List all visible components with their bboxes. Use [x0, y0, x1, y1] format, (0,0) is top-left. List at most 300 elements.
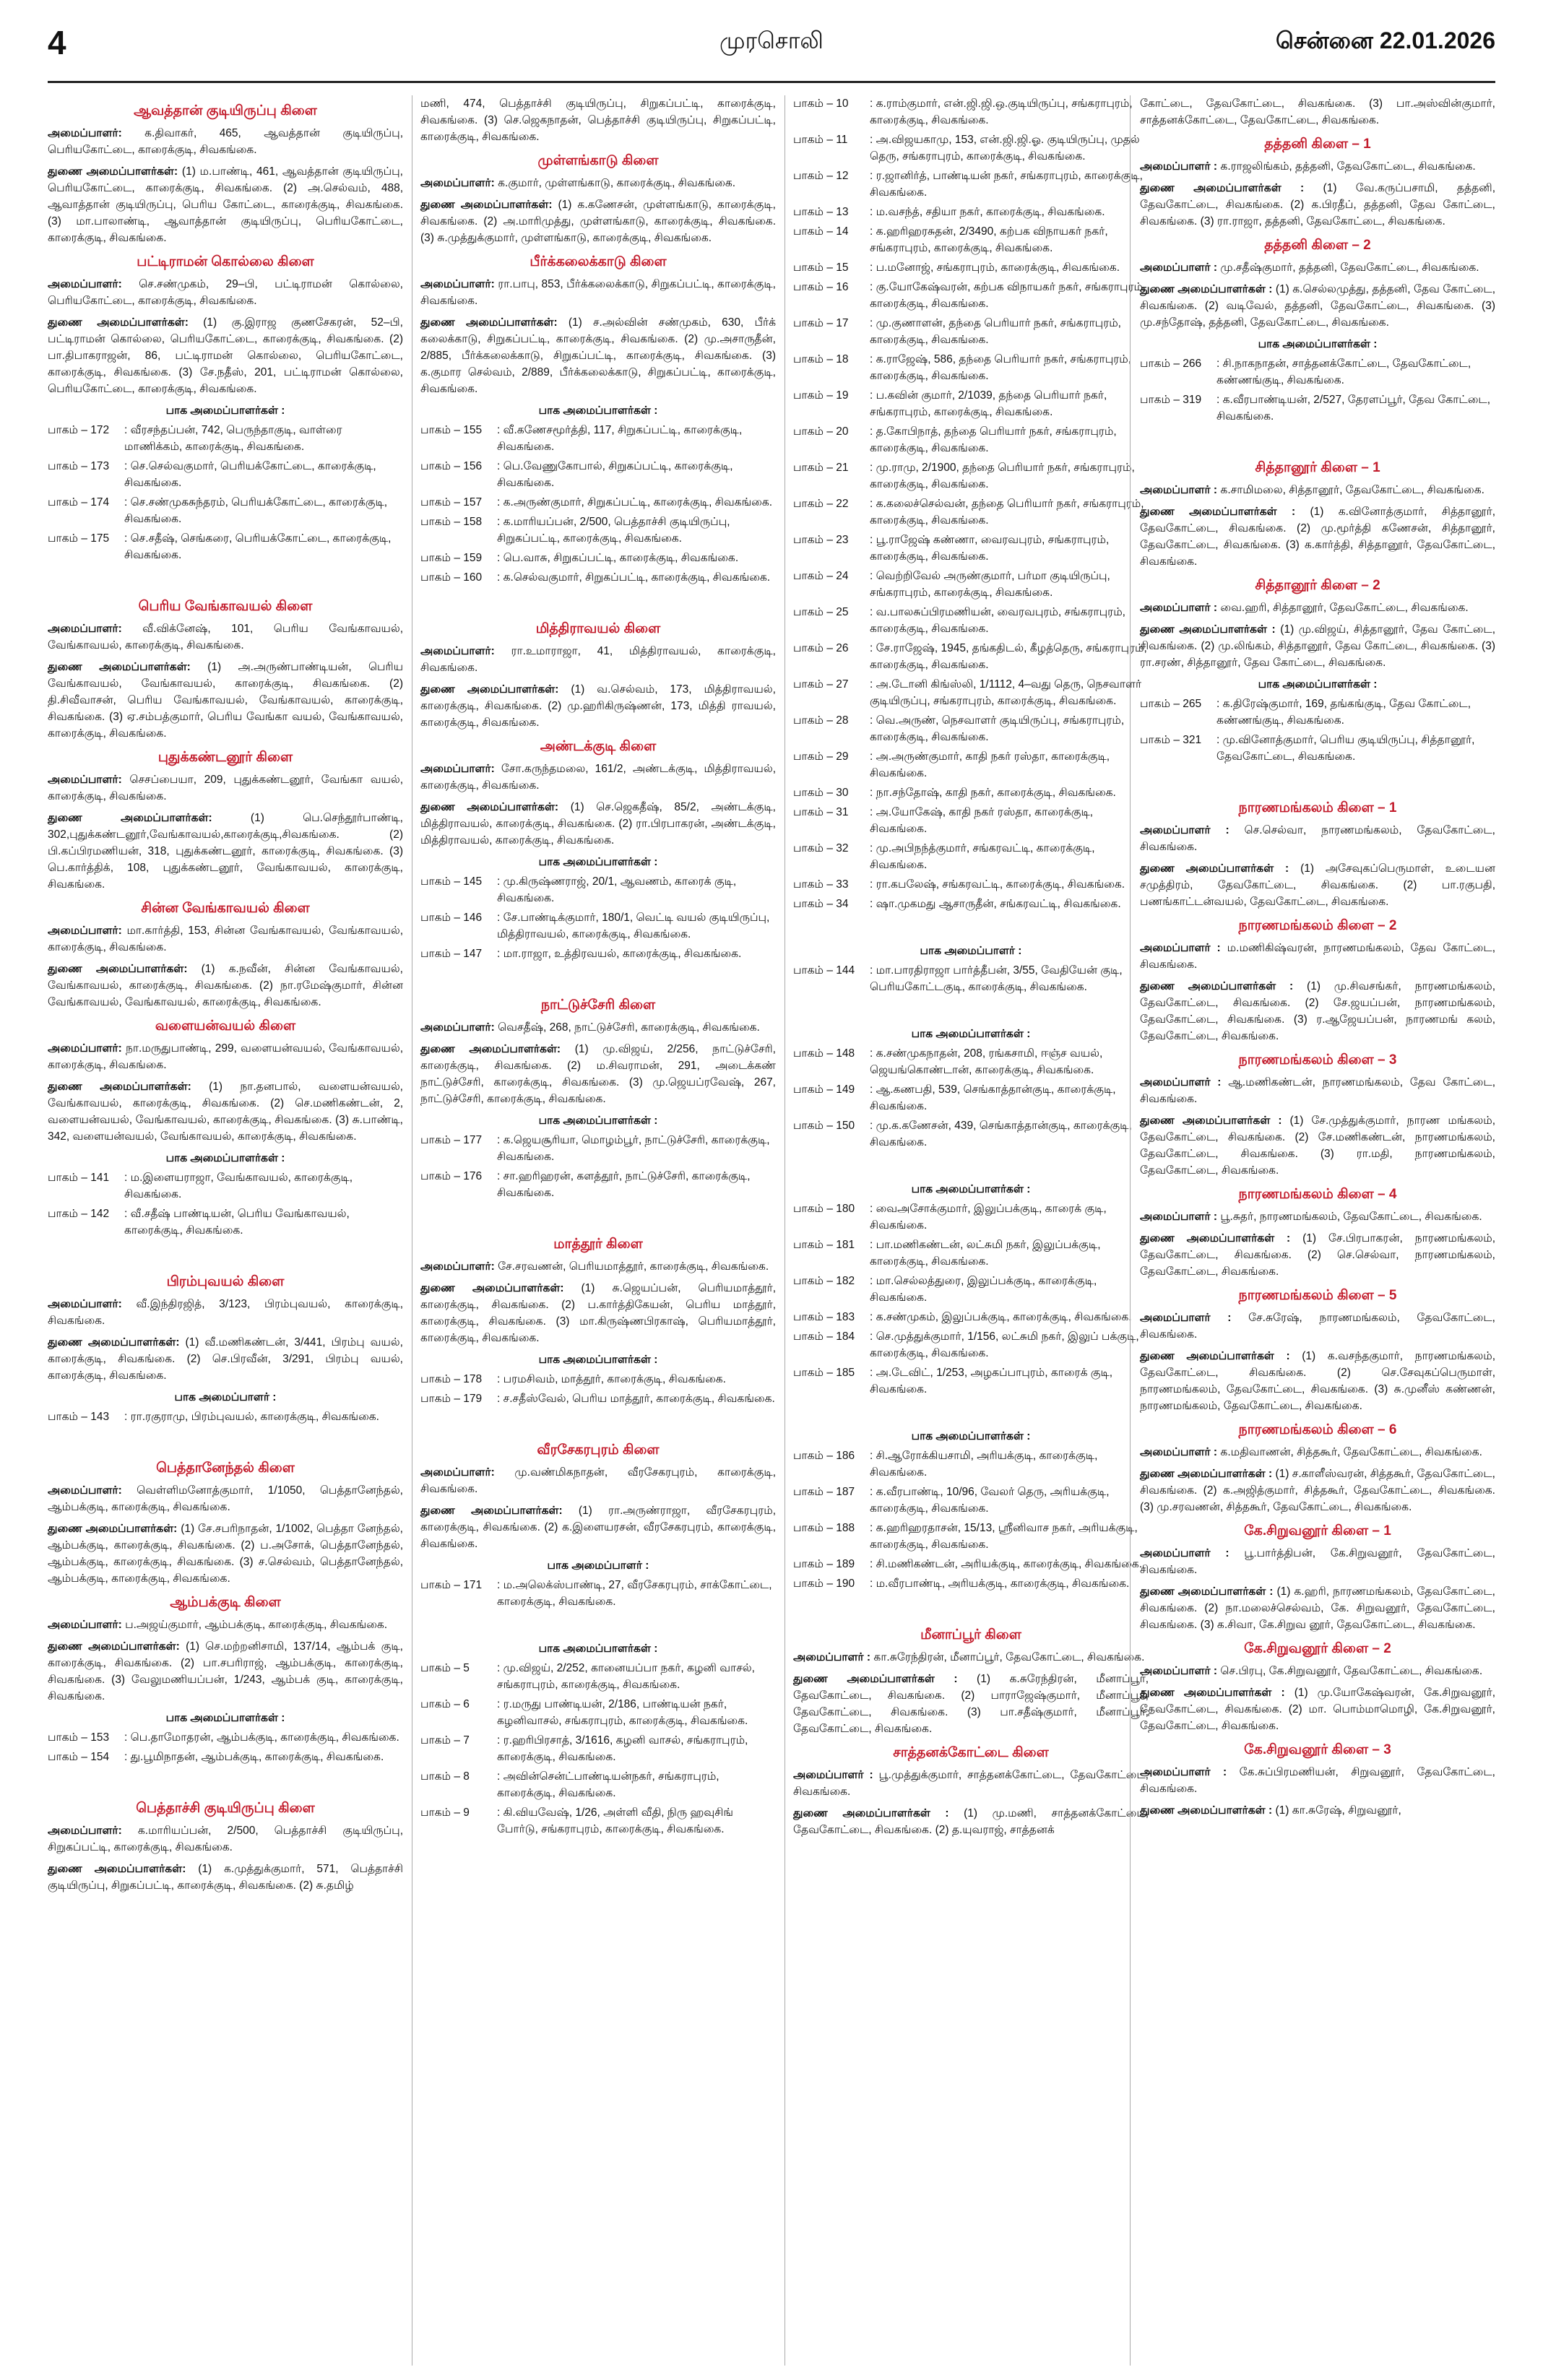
booth-number: பாகம் – 141: [48, 1172, 110, 1184]
member-entry: [1140, 1208, 1495, 1225]
booth-number: பாகம் – 177: [420, 1134, 483, 1146]
member-entry: [48, 1040, 403, 1073]
entry-text: ரா.பாபு, 853, பீர்க்கலைக்காடு, சிறுகப்பட்டி, காரைக்குடி, சிவகங்கை.: [420, 278, 776, 307]
booth-row: [420, 873, 776, 906]
booth-number: பாகம் – 18: [793, 353, 849, 365]
role-label: அமைப்பாளர் :: [1140, 1076, 1222, 1089]
role-label: துணை அமைப்பாளர்கள்:: [420, 199, 553, 211]
booth-member: : ஷா.முகமது ஆசாருதீன், சங்கரவட்டி, சிவகங்கை.: [870, 898, 1121, 910]
booth-row: [420, 514, 776, 547]
entry-text: (1) வே.கருப்பசாமி, தத்தனி, தேவகோட்டை, சிவகங்கை. (2) க.பிரதீப், தத்தனி, தேவ கோட்டை, சிவகங்கை. (3) ரா.ராஜா, தத்தனி, தேவகோட்டை, சிவகங்கை.: [1140, 182, 1496, 228]
booth-number: பாகம் – 14: [793, 225, 849, 238]
member-entry: [1140, 1583, 1495, 1633]
booth-number: பாகம் – 174: [48, 496, 110, 509]
branch-heading: பெரிய வேங்காவயல் கிளை: [138, 599, 313, 614]
spacer: [420, 1204, 776, 1229]
entry-text: (1) செ.ஜெகதீஷ், 85/2, அண்டக்குடி, மித்திராவயல், காரைக்குடி, சிவகங்கை. (2) ரா.பிரபாகரன், அண்டக்குடி, மித்திராவயல், காரைக்குடி, சிவகங்கை.: [420, 801, 776, 847]
subheading: பாக அமைப்பாளர் :: [174, 1391, 277, 1403]
spacer: [48, 1428, 403, 1453]
subheading: பாக அமைப்பாளர்கள் :: [538, 404, 658, 417]
member-entry: [1140, 1230, 1495, 1280]
member-entry: [1140, 1310, 1495, 1343]
branch-heading: பெத்தாச்சி குடியிருப்பு கிளை: [136, 1801, 315, 1816]
booth-member: : ரா.கபலேஷ், சங்கரவட்டி, காரைக்குடி, சிவகங்கை.: [870, 878, 1125, 891]
booth-member: : அ.டேவிட், 1/253, அழகப்பாபுரம், காரைக் குடி, சிவகங்கை.: [870, 1367, 1113, 1395]
branch-heading: பட்டிராமன் கொல்லை கிளை: [137, 254, 314, 269]
booth-row: [48, 1169, 403, 1203]
role-label: அமைப்பாளர்:: [48, 1042, 122, 1055]
booth-number: பாகம் – 9: [420, 1806, 470, 1819]
booth-number: பாகம் – 153: [48, 1731, 110, 1744]
booth-row: [793, 532, 1149, 565]
role-label: அமைப்பாளர்:: [420, 278, 495, 290]
booth-number: பாகம் – 26: [793, 642, 849, 654]
entry-text: (1) கு.இராஜ குணசேகரன், 52–பி, பட்டிராமன் கொல்லை, பெரியகோட்டை, காரைக்குடி, சிவகங்கை. (2) பா.திபாகராஜன், 86, பட்டிராமன் கொல்லை, பெரியகோட்டை, காரைக்குடி, சிவகங்கை. (3) சே.நதீஸ், 201, பட்டிராமன் கொல்லை, பெரியகோட்டை, காரைக்குடி, சிவகங்கை.: [48, 316, 403, 395]
booth-row: [793, 1237, 1149, 1270]
header-rule: [48, 81, 1495, 83]
member-entry: [48, 163, 403, 246]
role-label: துணை அமைப்பாளர்கள்:: [48, 661, 191, 673]
branch-heading: ஆம்பக்குடி கிளை: [170, 1595, 281, 1610]
entry-text: க.சாமிமலை, சித்தானூர், தேவகோட்டை, சிவகங்கை.: [1220, 484, 1484, 496]
spacer: [793, 998, 1149, 1023]
member-entry: [793, 1767, 1149, 1800]
member-entry: [48, 620, 403, 654]
booth-row: [793, 459, 1149, 493]
booth-number: பாகம் – 34: [793, 898, 849, 910]
booth-row: [420, 1804, 776, 1838]
booth-member: : சி.நாகநாதன், சாத்தனக்கோட்டை, தேவகோட்டை, கண்ணங்குடி, சிவகங்கை.: [1216, 358, 1471, 386]
entry-text: (1) ச.அல்வின் சண்முகம், 630, பீர்க் கலைக்காடு, சிறுகப்பட்டி, காரைக்குடி, சிவகங்கை. (2) மு.அசாருதீன், 2/885, பீர்க்கலைக்காடு, சிறுகப்பட்டி, காரைக்குடி, சிவகங்கை. (3) க.குமார செல்வம், 2/889, பீர்க்கலைக்காடு, சிறுகப்பட்டி, காரைக்குடி, சிவகங்கை.: [420, 316, 776, 395]
role-label: துணை அமைப்பாளர்கள் :: [1140, 1232, 1291, 1245]
entry-text: வீ.விக்னேஷ், 101, பெரிய வேங்காவயல், வேங்காவயல், காரைக்குடி, சிவகங்கை.: [48, 623, 404, 652]
branch-heading: கே.சிறுவனூர் கிளை – 3: [1244, 1742, 1391, 1757]
booth-number: பாகம் – 178: [420, 1373, 483, 1385]
branch-heading: கே.சிறுவனூர் கிளை – 2: [1244, 1641, 1391, 1656]
entry-text: (1) மு.விஜய், சித்தானூர், தேவ கோட்டை, சிவகங்கை. (2) மு.லிங்கம், சித்தானூர், தேவ கோட்டை, சிவகங்கை. (3) ரா.சரண், சித்தானூர், தேவ கோட்டை, சிவகங்கை.: [1140, 623, 1496, 669]
role-label: அமைப்பாளர் :: [1140, 1766, 1227, 1778]
entry-text: (1) ரா.அருண்ராஜா, வீரசேகரபுரம், காரைக்குடி, சிவகங்கை. (2) க.இளையரசன், வீரசேகரபுரம், காரைக்குடி, சிவகங்கை.: [420, 1505, 776, 1550]
booth-number: பாகம் – 144: [793, 964, 855, 977]
branch-heading: அண்டக்குடி கிளை: [540, 739, 657, 754]
column-divider: [1130, 95, 1131, 2366]
branch-heading: நாட்டுச்சேரி கிளை: [540, 998, 656, 1013]
booth-member: : மு.வினோத்குமார், பெரிய குடியிருப்பு, சித்தானூர், தேவகோட்டை, சிவகங்கை.: [1216, 734, 1475, 763]
booth-row: [793, 604, 1149, 637]
booth-member: : மு.கிருஷ்ணராஜ், 20/1, ஆவணம், காரைக் குடி, சிவகங்கை.: [497, 875, 737, 904]
booth-member: : க.மாரியப்பன், 2/500, பெத்தாச்சி குடியிருப்பு, சிறுகப்பட்டி, காரைக்குடி, சிவகங்கை.: [497, 516, 730, 545]
member-entry: [1140, 860, 1495, 910]
booth-row: [793, 962, 1149, 995]
booth-number: பாகம் – 29: [793, 750, 849, 763]
branch-heading: நாரணமங்கலம் கிளை – 3: [1238, 1052, 1397, 1068]
spacer: [420, 589, 776, 613]
member-entry: [48, 125, 403, 158]
booth-number: பாகம் – 154: [48, 1751, 110, 1763]
booth-row: [48, 458, 403, 491]
booth-member: : செ.முத்துக்குமார், 1/156, லட்சுமி நகர், இலுப் பக்குடி, காரைக்குடி, சிவகங்கை.: [870, 1330, 1139, 1359]
booth-member: : ர.மருது பாண்டியன், 2/186, பாண்டியன் நகர், கழனிவாசல், சங்கராபுரம், காரைக்குடி, சிவகங்கை.: [497, 1698, 748, 1727]
entry-text: (1) வீ.மணிகண்டன், 3/441, பிரம்பு வயல், காரைக்குடி, சிவகங்கை. (2) செ.பிரவீன், 3/291, பிரம்பு வயல், காரைக்குடி, சிவகங்கை.: [48, 1336, 403, 1382]
booth-number: பாகம் – 190: [793, 1578, 855, 1590]
member-entry: [793, 1649, 1149, 1666]
member-entry: [1140, 940, 1495, 973]
role-label: துணை அமைப்பாளர்கள்:: [48, 1640, 180, 1653]
booth-member: : க.வீரபாண்டி, 10/96, வேலர் தெரு, அரியக்குடி, காரைக்குடி, சிவகங்கை.: [870, 1486, 1110, 1515]
member-entry: [1140, 1684, 1495, 1734]
booth-row: [48, 1206, 403, 1239]
booth-number: பாகம் – 186: [793, 1450, 855, 1462]
booth-row: [793, 1556, 1149, 1572]
booth-row: [793, 748, 1149, 782]
booth-row: [1140, 391, 1495, 425]
branch-heading: நாரணமங்கலம் கிளை – 5: [1238, 1288, 1397, 1303]
member-entry: [48, 961, 403, 1011]
booth-number: பாகம் – 265: [1140, 698, 1202, 710]
booth-number: பாகம் – 13: [793, 206, 849, 218]
booth-number: பாகம் – 160: [420, 571, 483, 584]
booth-member: : வீ.சதீஷ் பாண்டியன், பெரிய வேங்காவயல், காரைக்குடி, சிவகங்கை.: [124, 1208, 350, 1237]
booth-row: [420, 1371, 776, 1388]
member-entry: [420, 1502, 776, 1552]
booth-row: [793, 204, 1149, 220]
member-entry: [420, 95, 776, 145]
booth-member: : து.பூமிநாதன், ஆம்பக்குடி, காரைக்குடி, சிவகங்கை.: [124, 1751, 384, 1763]
booth-member: : சா.ஹரிஹரன், களத்தூர், நாட்டுச்சேரி, காரைக்குடி, சிவகங்கை.: [497, 1170, 751, 1199]
entry-text: (1) மு.யோகேஷ்வரன், கே.சிறுவனூர், தேவகோட்டை, சிவகங்கை. (2) மா. பொம்மாமொழி, கே.சிறுவனூர், தேவகோட்டை, சிவகங்கை.: [1140, 1687, 1496, 1732]
booth-number: பாகம் – 179: [420, 1393, 483, 1405]
booth-number: பாகம் – 171: [420, 1579, 483, 1591]
role-label: துணை அமைப்பாளர்கள் :: [1140, 623, 1276, 636]
subheading: பாக அமைப்பாளர்கள் :: [911, 1430, 1031, 1442]
booth-member: : ம.இளையராஜா, வேங்காவயல், காரைக்குடி, சிவகங்கை.: [124, 1172, 353, 1200]
entry-text: க.மதிவாணன், சித்தகூர், தேவகோட்டை, சிவகங்கை.: [1220, 1446, 1482, 1458]
entry-text: (1) க.வசந்தகுமார், நாரணமங்கலம், தேவகோட்டை, சிவகங்கை. (2) செ.சேவுகப்பெருமாள், நாரணமங்கலம், தேவகோட்டை, சிவகங்கை. (3) சு.முனீஸ் கண்ணன், நாரணமங்கலம், தேவகோட்டை, சிவகங்கை.: [1140, 1350, 1496, 1412]
role-label: அமைப்பாளர்:: [420, 763, 495, 775]
member-entry: [420, 1464, 776, 1497]
role-label: அமைப்பாளர் :: [793, 1769, 873, 1781]
subheading: பாக அமைப்பாளர் :: [547, 1559, 649, 1572]
subheading: பாக அமைப்பாளர்கள் :: [1258, 338, 1378, 350]
booth-number: பாகம் – 149: [793, 1083, 855, 1096]
subheading: பாக அமைப்பாளர்கள் :: [165, 404, 285, 417]
booth-row: [793, 351, 1149, 384]
role-label: அமைப்பாளர்:: [48, 623, 122, 635]
booth-member: : அவின்சென்ட்பாண்டியன்நகர், சங்கராபுரம், காரைக்குடி, சிவகங்கை.: [497, 1770, 719, 1799]
booth-number: பாகம் – 30: [793, 787, 849, 799]
booth-member: : மு.ராமு, 2/1900, தந்தை பெரியார் நகர், சங்கராபுரம், காரைக்குடி, சிவகங்கை.: [870, 462, 1135, 490]
booth-member: : செ.செல்வகுமார், பெரியக்கோட்டை, காரைக்குடி, சிவகங்கை.: [124, 460, 376, 489]
booth-row: [793, 676, 1149, 709]
spacer: [420, 965, 776, 990]
entry-text: செ.சண்முகம், 29–பி, பட்டிராமன் கொல்லை, பெரியகோட்டை, காரைக்குடி, சிவகங்கை.: [48, 278, 403, 307]
booth-number: பாகம் – 172: [48, 424, 110, 436]
member-entry: [1140, 1466, 1495, 1515]
booth-row: [793, 223, 1149, 256]
booth-member: : பரமசிவம், மாத்தூர், காரைக்குடி, சிவகங்கை.: [497, 1373, 726, 1385]
booth-row: [48, 1729, 403, 1746]
column-2: [420, 95, 776, 1840]
booth-row: [420, 1768, 776, 1801]
booth-row: [1140, 355, 1495, 389]
member-entry: [48, 276, 403, 309]
booth-row: [793, 840, 1149, 873]
entry-text: நா.மருதுபாண்டி, 299, வளையன்வயல், வேங்காவயல், காரைக்குடி, சிவகங்கை.: [48, 1042, 404, 1071]
booth-member: : க.கலைச்செல்வன், தந்தை பெரியார் நகர், சங்கராபுரம், காரைக்குடி, சிவகங்கை.: [870, 498, 1144, 527]
booth-number: பாகம் – 8: [420, 1770, 470, 1783]
booth-member: : அ.அருண்குமார், காதி நகர் ரஸ்தா, காரைக்குடி, சிவகங்கை.: [870, 750, 1110, 779]
branch-heading: பிரம்புவயல் கிளை: [166, 1274, 285, 1289]
entry-text: (1) சே.முத்துக்குமார், நாரண மங்கலம், தேவகோட்டை, சிவகங்கை. (2) சே.மணிகண்டன், நாரணமங்கலம், தேவகோட்டை, சிவகங்கை. (3) ரா.மதி, நாரணமங்கலம், தேவகோட்டை, சிவகங்கை.: [1140, 1115, 1496, 1177]
role-label: அமைப்பாளர் :: [1140, 824, 1229, 836]
booth-number: பாகம் – 21: [793, 462, 849, 474]
booth-row: [420, 422, 776, 455]
entry-text: வெள்ளிமனோத்குமார், 1/1050, பெத்தானேந்தல், ஆம்பக்குடி, காரைக்குடி, சிவகங்கை.: [48, 1484, 403, 1513]
booth-row: [48, 494, 403, 527]
booth-row: [793, 896, 1149, 912]
booth-number: பாகம் – 187: [793, 1486, 855, 1498]
booth-row: [793, 496, 1149, 529]
entry-text: பூ.பார்த்திபன், கே.சிறுவனூர், தேவகோட்டை, சிவகங்கை.: [1140, 1547, 1495, 1576]
role-label: அமைப்பாளர்:: [48, 1484, 122, 1497]
entry-text: (1) அசேவுகப்பெருமாள், உடையன சமுத்திரம், தேவகோட்டை, சிவகங்கை. (2) பா.ரகுபதி, பணங்காட்டன்வயல், தேவகோட்டை, சிவகங்கை.: [1140, 862, 1496, 908]
booth-row: [793, 712, 1149, 745]
booth-number: பாகம் – 12: [793, 170, 849, 182]
role-label: துணை அமைப்பாளர்கள்:: [48, 1523, 178, 1535]
entry-text: க.மாரியப்பன், 2/500, பெத்தாச்சி குடியிருப்பு, சிறுகப்பட்டி, காரைக்குடி, சிவகங்கை.: [48, 1825, 404, 1853]
entry-text: பூ.முத்துக்குமார், சாத்தனக்கோட்டை, தேவகோட்டை, சிவகங்கை.: [793, 1769, 1149, 1798]
booth-member: : வீ.கணேசமூர்த்தி, 117, சிறுகப்பட்டி, காரைக்குடி, சிவகங்கை.: [497, 424, 743, 453]
booth-row: [793, 1364, 1149, 1398]
subheading: பாக அமைப்பாளர்கள் :: [538, 856, 658, 868]
entry-text: (1) ம.பாண்டி, 461, ஆவத்தான் குடியிருப்பு, பெரியகோட்டை, காரைக்குடி, சிவகங்கை. (2) அ.செல்வம், 488, ஆவாத்தான் குடியிருப்பு, பெரிய கோட்டை, காரைக்குடி, சிவகங்கை. (3) மா.பாலாண்டி, ஆவாத்தான் குடியிருப்பு, பெரியகோட்டை, காரைக்குடி, சிவகங்கை.: [48, 165, 403, 244]
role-label: துணை அமைப்பாளர்கள்:: [48, 963, 188, 975]
booth-number: பாகம் – 145: [420, 875, 483, 888]
booth-member: : நா.சந்தோஷ், காதி நகர், காரைக்குடி, சிவகங்கை.: [870, 787, 1116, 799]
entry-text: (1) மு.விஜய், 2/256, நாட்டுச்சேரி, காரைக்குடி, சிவகங்கை. (2) ம.சிவராமன், 291, அடைக்கண் நாட்டுச்சேரி, காரைக்குடி, சிவகங்கை. (3) மு.ஜெயப்ரவேஷ், 267, நாட்டுச்சேரி, காரைக்குடி, சிவகங்கை.: [420, 1043, 776, 1105]
entry-text: கா.சுரேந்திரன், மீனாப்பூர், தேவகோட்டை, சிவகங்கை.: [873, 1651, 1145, 1663]
member-entry: [1140, 281, 1495, 331]
booth-member: : க.திரேஷ்குமார், 169, தங்கங்குடி, தேவ கோட்டை, கண்ணங்குடி, சிவகங்கை.: [1216, 698, 1471, 727]
booth-row: [793, 1448, 1149, 1481]
member-entry: [420, 681, 776, 731]
subheading: பாக அமைப்பாளர்கள் :: [538, 1354, 658, 1366]
booth-row: [420, 1660, 776, 1693]
branch-heading: வளையன்வயல் கிளை: [155, 1018, 296, 1034]
member-entry: [420, 276, 776, 309]
booth-number: பாகம் – 6: [420, 1698, 470, 1710]
entry-text: (1) அ.அருண்பாண்டியன், பெரிய வேங்காவயல், வேங்காவயல், காரைக்குடி, சிவகங்கை. (2) தி.சிவீவாசன், பெரிய வேங்காவயல், வேங்காவயல், காரைக்குடி, சிவகங்கை. (3) ஏ.சம்பத்குமார், பெரிய வேங்கா வயல், வேங்காவயல், காரைக்குடி, சிவகங்கை.: [48, 661, 403, 740]
entry-text: (1) சே.சபரிநாதன், 1/1002, பெத்தா னேந்தல், ஆம்பக்குடி, காரைக்குடி, சிவகங்கை. (2) ப.அசோக், பெத்தானேந்தல், ஆம்பக்குடி, காரைக்குடி, சிவகங்கை. (3) ச.செல்வம், பெத்தானேந்தல், ஆம்பக்குடி, காரைக்குடி, சிவகங்கை.: [48, 1523, 403, 1585]
role-label: அமைப்பாளர் :: [1140, 942, 1221, 954]
entry-text: (1) மு.மணி, சாத்தனக்கோட்டை, தேவகோட்டை, சிவகங்கை. (2) த.யுவராஜ், சாத்தனக்: [793, 1807, 1149, 1836]
entry-text: (1) க.கணேசன், முள்ளங்காடு, காரைக்குடி, சிவகங்கை. (2) அ.மாரிமுத்து, முள்ளங்காடு, காரைக்குடி, சிவகங்கை. (3) சு.முத்துக்குமார், முள்ளங்காடு, காரைக்குடி, சிவகங்கை.: [420, 199, 776, 244]
role-label: அமைப்பாளர் :: [1140, 1665, 1218, 1677]
branch-heading: மீனாப்பூர் கிளை: [920, 1627, 1021, 1643]
entry-text: செ.செல்வா, நாரணமங்கலம், தேவகோட்டை, சிவகங்கை.: [1140, 824, 1495, 853]
entry-text: (1) நா.தனபால், வளையன்வயல், வேங்காவயல், காரைக்குடி, சிவகங்கை. (2) செ.மணிகண்டன், 2, வளையன்வயல், வேங்காவயல், காரைக்குடி, சிவகங்கை. (3) சு.பாண்டி, 342, வளையன்வயல், வேங்காவயல், காரைக்குடி, சிவகங்கை.: [48, 1081, 403, 1143]
branch-heading: நாரணமங்கலம் கிளை – 1: [1238, 800, 1397, 815]
booth-member: : வெற்றிவேல் அருண்குமார், பர்மா குடியிருப்பு, சங்கராபுரம், காரைக்குடி, சிவகங்கை.: [870, 570, 1110, 599]
booth-number: பாகம் – 142: [48, 1208, 110, 1220]
member-entry: [1140, 621, 1495, 671]
spacer: [420, 1410, 776, 1435]
booth-row: [420, 1696, 776, 1729]
member-entry: [1140, 259, 1495, 276]
booth-row: [420, 1577, 776, 1610]
role-label: துணை அமைப்பாளர்கள் :: [1140, 1115, 1282, 1127]
member-entry: [1140, 1112, 1495, 1179]
booth-row: [793, 1575, 1149, 1592]
member-entry: [420, 761, 776, 794]
booth-number: பாகம் – 150: [793, 1120, 855, 1132]
entry-text: (1) க.சுரேந்திரன், மீனாப்பூர், தேவகோட்டை, சிவகங்கை. (2) பாராஜேஷ்குமார், மீனாப்பூர், தேவகோட்டை, சிவகங்கை. (3) பா.சதீஷ்குமார், மீனாப்பூர், தேவகோட்டை, சிவகங்கை.: [793, 1673, 1149, 1735]
booth-row: [420, 1732, 776, 1765]
subheading: பாக அமைப்பாளர்கள் :: [165, 1152, 285, 1164]
column-4: [1140, 95, 1495, 1824]
member-entry: [793, 1671, 1149, 1737]
booth-number: பாகம் – 185: [793, 1367, 855, 1379]
booth-number: பாகம் – 175: [48, 532, 110, 545]
entry-text: (1) பெ.செந்தூர்பாண்டி, 302,புதுக்கண்டனூர்,வேங்காவயல்,காரைக்குடி,சிவகங்கை. (2) பி.கப்பிரமணியன், 318, புதுக்கண்டனூர், காரைக்குடி, சிவகங்கை. (3) பெ.கார்த்திக், 108, புதுக்கண்டனூர், வேங்காவயல், காரைக்குடி, சிவகங்கை.: [48, 812, 403, 891]
role-label: துணை அமைப்பாளர்கள்:: [48, 812, 212, 824]
booth-member: : ப.மனோஜ், சங்கராபுரம், காரைக்குடி, சிவகங்கை.: [870, 261, 1120, 274]
member-entry: [1140, 1764, 1495, 1797]
role-label: துணை அமைப்பாளர்கள்:: [420, 1282, 564, 1294]
booth-row: [48, 1408, 403, 1425]
spacer: [48, 1242, 403, 1266]
booth-member: : மா.பாரதிராஜா பார்த்தீபன், 3/55, வேதியேன் குடி, பெரியகோட்டகுடி, காரைக்குடி, சிவகங்கை.: [870, 964, 1123, 993]
booth-row: [793, 1328, 1149, 1362]
role-label: அமைப்பாளர் :: [1140, 1446, 1218, 1458]
subheading: பாக அமைப்பாளர்கள் :: [1258, 678, 1378, 691]
booth-member: : பூ.ராஜேஷ் கண்ணா, வைரவபுரம், சங்கராபுரம், காரைக்குடி, சிவகங்கை.: [870, 534, 1110, 563]
role-label: அமைப்பாளர்:: [420, 645, 495, 657]
spacer: [793, 915, 1149, 940]
booth-row: [793, 259, 1149, 276]
booth-member: : செ.சதீஷ், செங்கரை, பெரியக்கோட்டை, காரைக்குடி, சிவகங்கை.: [124, 532, 392, 561]
entry-text: (1) சே.பிரபாகரன், நாரணமங்கலம், தேவகோட்டை, சிவகங்கை. (2) செ.செல்வா, நாரணமங்கலம், தேவகோட்டை, சிவகங்கை.: [1140, 1232, 1496, 1278]
booth-row: [793, 1045, 1149, 1078]
masthead: [48, 20, 1495, 71]
booth-row: [793, 1200, 1149, 1234]
booth-member: : க.ஜெயசூரியா, மொழம்பூர், நாட்டுச்சேரி, காரைக்குடி, சிவகங்கை.: [497, 1134, 770, 1163]
booth-member: : அ.டோனி கிங்ஸ்லி, 1/1112, 4–வது தெரு, நெசவாளர் குடியிருப்பு, சங்கராபுரம், காரைக்குடி, சிவகங்கை.: [870, 678, 1142, 707]
booth-member: : க.ராஜேஷ், 586, தந்தை பெரியார் நகர், சங்கராபுரம், காரைக்குடி, சிவகங்கை.: [870, 353, 1132, 382]
booth-member: : க.சண்முகநாதன், 208, ரங்கசாமி, ஈஞ்ச வயல், ஜெயங்கொண்டான், காரைக்குடி, சிவகங்கை.: [870, 1047, 1103, 1076]
booth-number: பாகம் – 15: [793, 261, 849, 274]
member-entry: [1140, 1802, 1495, 1819]
branch-heading: நாரணமங்கலம் கிளை – 2: [1238, 918, 1397, 933]
role-label: அமைப்பாளர்:: [48, 127, 122, 139]
booth-number: பாகம் – 7: [420, 1734, 470, 1747]
booth-row: [793, 1081, 1149, 1115]
booth-member: : மு.க.கணேசன், 439, செங்காத்தான்குடி, காரைக்குடி, சிவகங்கை.: [870, 1120, 1132, 1148]
entry-text: (1) க.ஹரி, நாரணமங்கலம், தேவகோட்டை, சிவகங்கை. (2) நா.மலைச்செல்வம், கே. சிறுவனூர், தேவகோட்டை, சிவகங்கை. (3) க.சிவா, கே.சிறுவ னூர், தேவகோட்டை, சிவகங்கை.: [1140, 1585, 1495, 1631]
booth-member: : வீரசந்தப்பன், 742, பெருந்தாகுடி, வாள்ரை மாணிக்கம், காரைக்குடி, சிவகங்கை.: [124, 424, 342, 453]
role-label: அமைப்பாளர்:: [420, 1260, 495, 1273]
member-entry: [1140, 1348, 1495, 1414]
booth-number: பாகம் – 321: [1140, 734, 1202, 746]
member-entry: [1140, 600, 1495, 616]
member-entry: [48, 1296, 403, 1329]
entry-text: சே.சரவணன், பெரியமாத்தூர், காரைக்குடி, சிவகங்கை.: [498, 1260, 769, 1273]
member-entry: [420, 175, 776, 191]
branch-heading: புதுக்கண்டனூர் கிளை: [157, 750, 293, 765]
subheading: பாக அமைப்பாளர்கள் :: [538, 1643, 658, 1655]
role-label: துணை அமைப்பாளர்கள்:: [48, 1863, 186, 1875]
booth-number: பாகம் – 5: [420, 1662, 470, 1674]
role-label: அமைப்பாளர் :: [1140, 160, 1218, 173]
booth-row: [793, 876, 1149, 893]
booth-member: : கு.யோகேஷ்வரன், கற்பக விநாயகர் நகர், சங்கராபுரம், காரைக்குடி, சிவகங்கை.: [870, 281, 1146, 310]
member-entry: [420, 1041, 776, 1107]
booth-number: பாகம் – 143: [48, 1411, 110, 1423]
role-label: துணை அமைப்பாளர்கள் :: [1140, 1804, 1273, 1817]
branch-heading: மித்திராவயல் கிளை: [535, 621, 661, 636]
spacer: [793, 1401, 1149, 1425]
booth-row: [793, 131, 1149, 165]
booth-row: [793, 1273, 1149, 1306]
spacer: [793, 1595, 1149, 1619]
entry-text: செசப்பையா, 209, புதுக்கண்டனூர், வேங்கா வயல், காரைக்குடி, சிவகங்கை.: [48, 774, 403, 802]
booth-number: பாகம் – 156: [420, 460, 483, 472]
booth-number: பாகம் – 155: [420, 424, 483, 436]
member-entry: [48, 1520, 403, 1587]
booth-row: [420, 494, 776, 511]
branch-heading: ஆவத்தான் குடியிருப்பு கிளை: [134, 103, 317, 118]
role-label: அமைப்பாளர் :: [1140, 484, 1218, 496]
booth-number: பாகம் – 184: [793, 1330, 855, 1343]
spacer: [793, 1154, 1149, 1178]
spacer: [48, 566, 403, 591]
entry-text: சே.சுரேஷ், நாரணமங்கலம், தேவகோட்டை, சிவகங்கை.: [1140, 1312, 1495, 1341]
entry-text: ரா.உமாராஜா, 41, மித்திராவயல், காரைக்குடி, சிவகங்கை.: [420, 645, 776, 674]
role-label: அமைப்பாளர் :: [1140, 261, 1218, 274]
branch-heading: பீர்க்கலைக்காடு கிளை: [530, 254, 667, 269]
booth-number: பாகம் – 173: [48, 460, 110, 472]
booth-number: பாகம் – 11: [793, 134, 848, 146]
booth-member: : க.ராம்குமார், என்.ஜி.ஜி.ஒ.குடியிருப்பு, சங்கராபுரம், காரைக்குடி, சிவகங்கை.: [870, 98, 1133, 126]
spacer: [48, 1768, 403, 1793]
branch-heading: நாரணமங்கலம் கிளை – 4: [1238, 1187, 1397, 1202]
entry-text: (1) சு.ஜெயப்பன், பெரியமாத்தூர், காரைக்குடி, சிவகங்கை. (2) ப.கார்த்திகேயன், பெரிய மாத்தூர், காரைக்குடி, சிவகங்கை. (3) மா.கிருஷ்ணபிரகாஷ், பெரியமாத்தூர், காரைக்குடி, சிவகங்கை.: [420, 1282, 776, 1344]
booth-row: [793, 423, 1149, 456]
booth-number: பாகம் – 157: [420, 496, 483, 509]
booth-row: [793, 804, 1149, 837]
role-label: அமைப்பாளர்:: [48, 1825, 122, 1837]
booth-member: : ம.அலெக்ஸ்பாண்டி, 27, வீரசேகரபுரம், சாக்கோட்டை, காரைக்குடி, சிவகங்கை.: [497, 1579, 772, 1608]
page-number: 4: [48, 24, 66, 61]
booth-row: [793, 1520, 1149, 1553]
role-label: துணை அமைப்பாளர்கள் :: [1140, 862, 1289, 875]
booth-row: [793, 279, 1149, 312]
entry-text: (1) க.செல்லமுத்து, தத்தனி, தேவ கோட்டை, சிவகங்கை. (2) வடிவேல், தத்தனி, தேவகோட்டை, சிவகங்கை. (3) மு.சந்தோஷ், தத்தனி, தேவகோட்டை, சிவகங்கை.: [1140, 283, 1496, 329]
entry-text: மு.வண்மிகநாதன், வீரசேகரபுரம், காரைக்குடி, சிவகங்கை.: [420, 1466, 777, 1495]
role-label: துணை அமைப்பாளர்கள்:: [48, 316, 189, 329]
entry-text: ப.அஜய்குமார், ஆம்பக்குடி, காரைக்குடி, சிவகங்கை.: [125, 1619, 388, 1631]
role-label: துணை அமைப்பாளர்கள் :: [1140, 506, 1296, 518]
branch-heading: பெத்தானேந்தல் கிளை: [156, 1461, 295, 1476]
member-entry: [1140, 822, 1495, 855]
booth-member: : ரா.ரகுராமு, பிரம்புவயல், காரைக்குடி, சிவகங்கை.: [124, 1411, 379, 1423]
booth-row: [420, 550, 776, 566]
entry-text: க.திவாகர், 465, ஆவத்தான் குடியிருப்பு, பெரியகோட்டை, காரைக்குடி, சிவகங்கை.: [48, 127, 404, 156]
entry-text: ஆ.மணிகண்டன், நாரணமங்கலம், தேவ கோட்டை, சிவகங்கை.: [1140, 1076, 1495, 1105]
entry-text: (1) செ.மற்றனிசாமி, 137/14, ஆம்பக் குடி, காரைக்குடி, சிவகங்கை. (2) பா.சபரிராஜ், ஆம்பக்குடி, காரைக்குடி, சிவகங்கை. (3) வேலுமணியப்பன், 1/243, ஆம்பக் குடி, காரைக்குடி, சிவகங்கை.: [48, 1640, 403, 1702]
entry-text: வெசதீஷ், 268, நாட்டுச்சேரி, காரைக்குடி, சிவகங்கை.: [498, 1021, 760, 1034]
booth-member: : ர.ஜானிர்த், பாண்டியன் நகர், சங்கராபுரம், காரைக்குடி, சிவகங்கை.: [870, 170, 1143, 199]
